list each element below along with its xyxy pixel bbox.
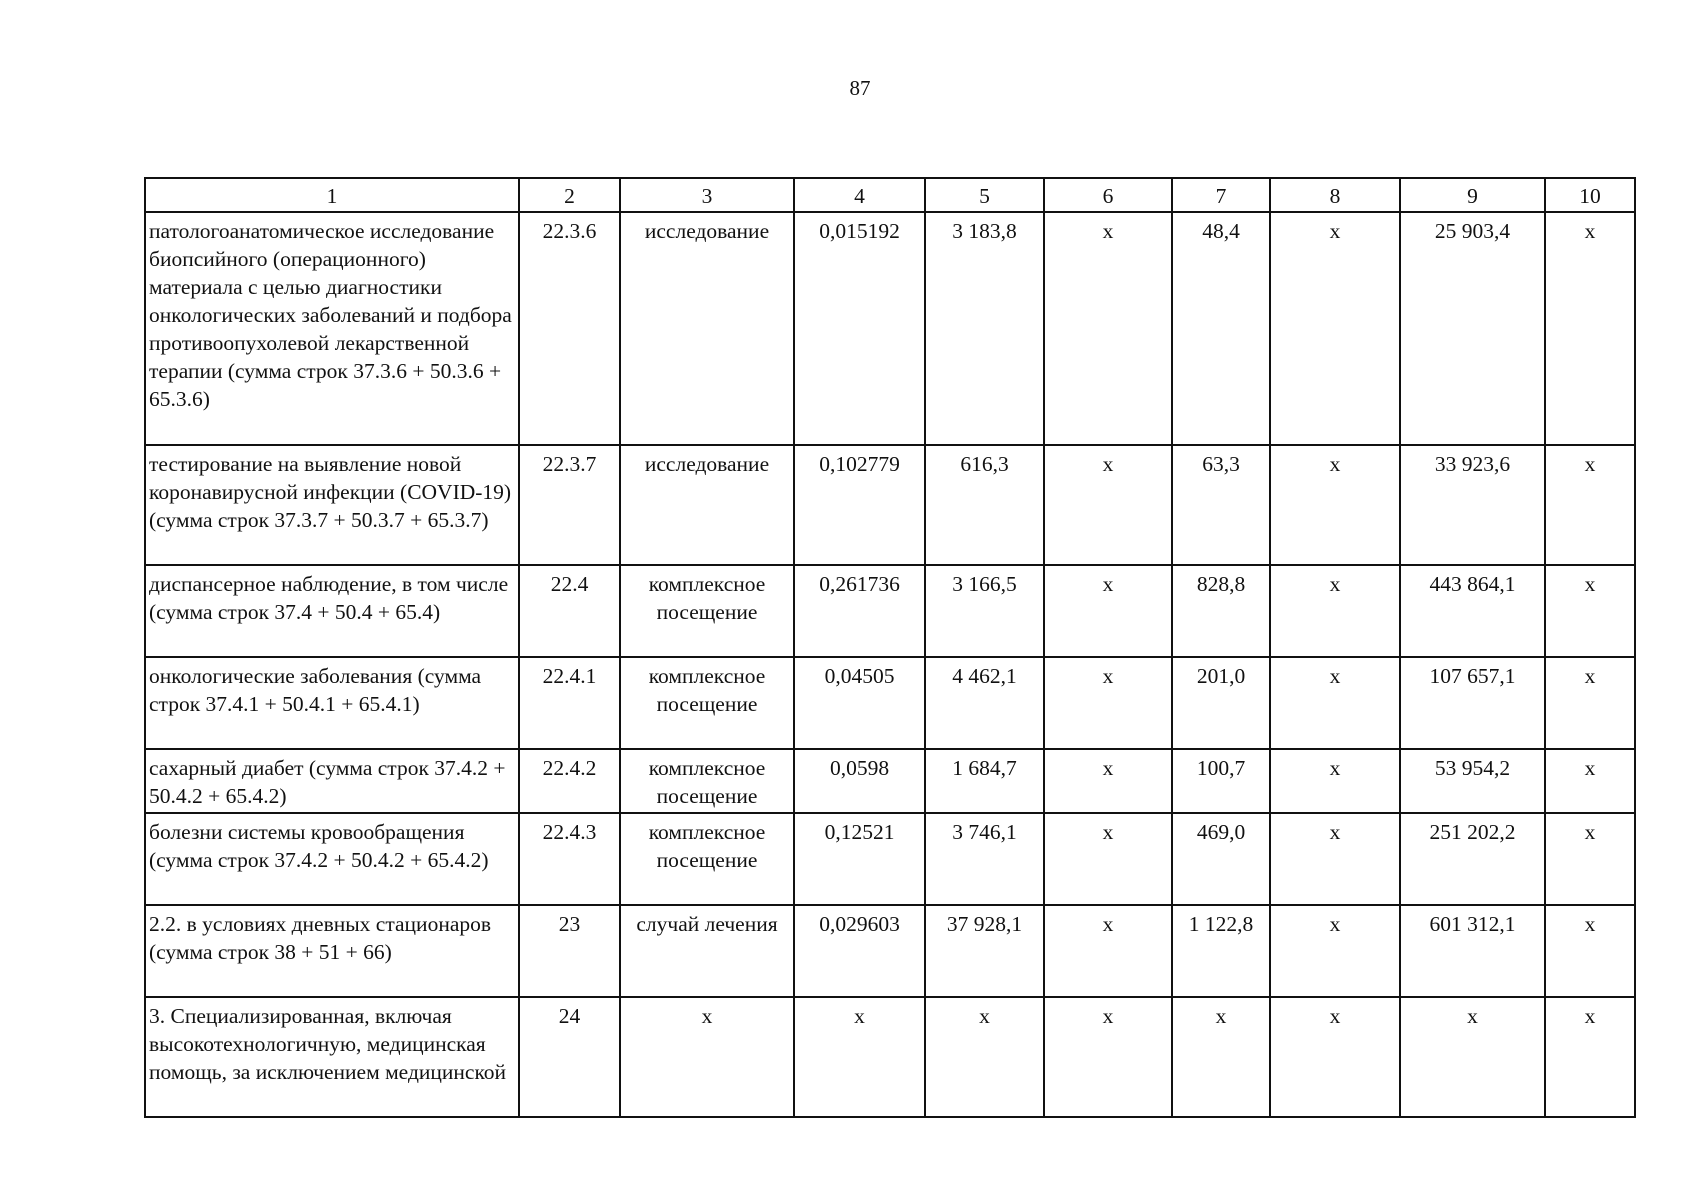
unit-cell: комплексное посещение — [620, 657, 794, 749]
unit-cell: исследование — [620, 212, 794, 445]
value-cell: 251 202,2 — [1400, 813, 1545, 905]
value-cell: 4 462,1 — [925, 657, 1044, 749]
header-cell: 5 — [925, 178, 1044, 212]
value-cell: 100,7 — [1172, 749, 1270, 813]
value-cell: х — [1044, 905, 1172, 997]
value-cell: 25 903,4 — [1400, 212, 1545, 445]
row-label-cell: тестирование на выявление новой коронавирусной инфекции (COVID-19) (сумма строк 37.3.7 + 50.3.7 + 65.3.7) — [145, 445, 519, 565]
value-cell: х — [1545, 445, 1635, 565]
value-cell: х — [1545, 565, 1635, 657]
header-cell: 1 — [145, 178, 519, 212]
value-cell: 3 166,5 — [925, 565, 1044, 657]
table-row — [145, 657, 1635, 749]
row-code-cell: 22.4.3 — [519, 813, 620, 905]
value-cell: х — [1270, 905, 1400, 997]
value-cell: 3 746,1 — [925, 813, 1044, 905]
value-cell: х — [1044, 813, 1172, 905]
header-cell: 7 — [1172, 178, 1270, 212]
row-code-cell: 22.4.2 — [519, 749, 620, 813]
unit-cell: комплексное посещение — [620, 565, 794, 657]
table-row — [145, 212, 1635, 445]
value-cell: х — [1044, 997, 1172, 1117]
data-table — [144, 177, 1636, 1118]
value-cell: 1 122,8 — [1172, 905, 1270, 997]
value-cell: х — [1270, 565, 1400, 657]
table-header-row — [145, 178, 1635, 212]
value-cell: 0,0598 — [794, 749, 925, 813]
row-label-cell: диспансерное наблюдение, в том числе (сумма строк 37.4 + 50.4 + 65.4) — [145, 565, 519, 657]
value-cell: х — [1270, 657, 1400, 749]
value-cell: х — [1044, 565, 1172, 657]
value-cell: 0,015192 — [794, 212, 925, 445]
value-cell: 0,029603 — [794, 905, 925, 997]
value-cell: х — [1044, 657, 1172, 749]
value-cell: х — [1270, 813, 1400, 905]
value-cell: 3 183,8 — [925, 212, 1044, 445]
table-row — [145, 565, 1635, 657]
value-cell: 0,102779 — [794, 445, 925, 565]
value-cell: х — [925, 997, 1044, 1117]
header-cell: 10 — [1545, 178, 1635, 212]
value-cell: 33 923,6 — [1400, 445, 1545, 565]
value-cell: 107 657,1 — [1400, 657, 1545, 749]
value-cell: 443 864,1 — [1400, 565, 1545, 657]
value-cell: х — [1545, 997, 1635, 1117]
header-cell: 2 — [519, 178, 620, 212]
value-cell: 63,3 — [1172, 445, 1270, 565]
value-cell: х — [1545, 657, 1635, 749]
value-cell: х — [794, 997, 925, 1117]
value-cell: 0,04505 — [794, 657, 925, 749]
value-cell: х — [1270, 445, 1400, 565]
value-cell: 53 954,2 — [1400, 749, 1545, 813]
header-cell: 6 — [1044, 178, 1172, 212]
row-code-cell: 23 — [519, 905, 620, 997]
value-cell: х — [1270, 212, 1400, 445]
unit-cell: случай лечения — [620, 905, 794, 997]
table-row — [145, 905, 1635, 997]
header-cell: 4 — [794, 178, 925, 212]
table-row — [145, 997, 1635, 1117]
row-code-cell: 22.4.1 — [519, 657, 620, 749]
unit-cell: комплексное посещение — [620, 813, 794, 905]
row-code-cell: 24 — [519, 997, 620, 1117]
unit-cell: х — [620, 997, 794, 1117]
value-cell: х — [1172, 997, 1270, 1117]
header-cell: 9 — [1400, 178, 1545, 212]
header-cell: 8 — [1270, 178, 1400, 212]
value-cell: 0,12521 — [794, 813, 925, 905]
unit-cell: исследование — [620, 445, 794, 565]
value-cell: 37 928,1 — [925, 905, 1044, 997]
row-code-cell: 22.4 — [519, 565, 620, 657]
value-cell: х — [1044, 445, 1172, 565]
row-label-cell: сахарный диабет (сумма строк 37.4.2 + 50.4.2 + 65.4.2) — [145, 749, 519, 813]
value-cell: х — [1044, 212, 1172, 445]
value-cell: 828,8 — [1172, 565, 1270, 657]
table-row — [145, 749, 1635, 813]
row-label-cell: 2.2. в условиях дневных стационаров (сумма строк 38 + 51 + 66) — [145, 905, 519, 997]
table-row — [145, 813, 1635, 905]
value-cell: х — [1545, 749, 1635, 813]
table-row — [145, 445, 1635, 565]
value-cell: 48,4 — [1172, 212, 1270, 445]
unit-cell: комплексное посещение — [620, 749, 794, 813]
value-cell: х — [1545, 905, 1635, 997]
value-cell: 469,0 — [1172, 813, 1270, 905]
value-cell: 201,0 — [1172, 657, 1270, 749]
value-cell: х — [1270, 749, 1400, 813]
value-cell: 616,3 — [925, 445, 1044, 565]
row-label-cell: болезни системы кровообращения (сумма строк 37.4.2 + 50.4.2 + 65.4.2) — [145, 813, 519, 905]
value-cell: х — [1545, 813, 1635, 905]
row-code-cell: 22.3.6 — [519, 212, 620, 445]
value-cell: 601 312,1 — [1400, 905, 1545, 997]
header-cell: 3 — [620, 178, 794, 212]
row-label-cell: 3. Специализированная, включая высокотехнологичную, медицинская помощь, за исключением медицинской — [145, 997, 519, 1117]
value-cell: 0,261736 — [794, 565, 925, 657]
value-cell: х — [1545, 212, 1635, 445]
page-number: 87 — [849, 76, 871, 100]
row-label-cell: патологоанатомическое исследование биопсийного (операционного) материала с целью диагностики онкологических заболеваний и подбора противоопухолевой лекарственной терапии (сумма строк 37.3.6 + 50.3.6 + 65.3.6) — [145, 212, 519, 445]
value-cell: х — [1400, 997, 1545, 1117]
row-label-cell: онкологические заболевания (сумма строк 37.4.1 + 50.4.1 + 65.4.1) — [145, 657, 519, 749]
value-cell: х — [1044, 749, 1172, 813]
value-cell: 1 684,7 — [925, 749, 1044, 813]
row-code-cell: 22.3.7 — [519, 445, 620, 565]
value-cell: х — [1270, 997, 1400, 1117]
